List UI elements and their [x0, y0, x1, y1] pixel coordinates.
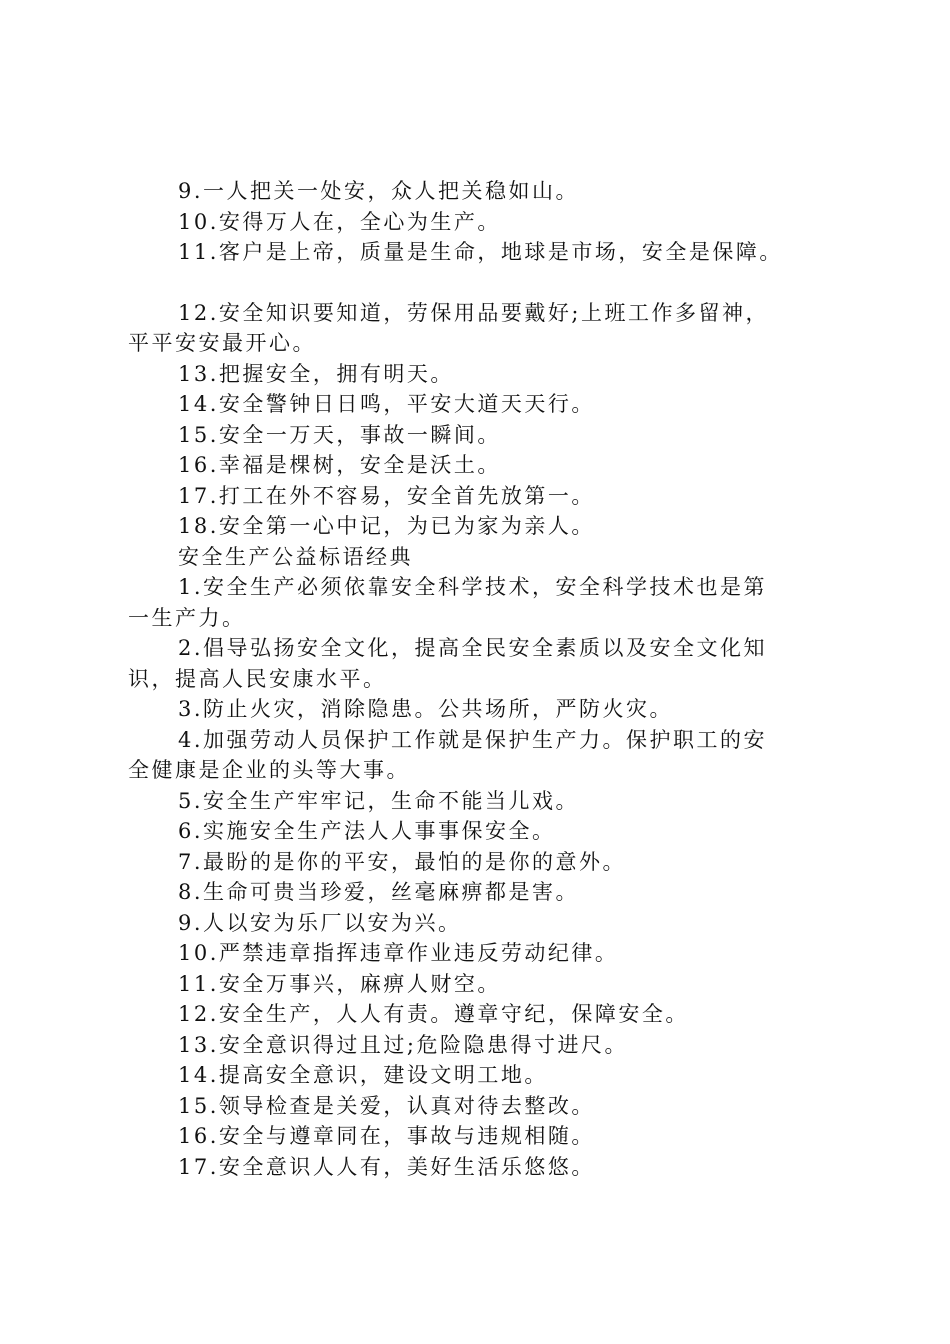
text-line: 8.生命可贵当珍爱，丝毫麻痹都是害。 [178, 880, 580, 904]
paragraph-gap [128, 268, 828, 298]
text-line: 4.加强劳动人员保护工作就是保护生产力。保护职工的安 [178, 727, 768, 752]
text-line: 5.安全生产牢牢记，生命不能当儿戏。 [178, 788, 580, 813]
text-line: 14.安全警钟日日鸣，平安大道天天行。 [178, 392, 595, 416]
text-line: 一生产力。 [128, 605, 246, 630]
text-line: 17.安全意识人人有，美好生活乐悠悠。 [178, 1154, 595, 1179]
text-line: 12.安全生产，人人有责。遵章守纪，保障安全。 [178, 1002, 689, 1026]
text-line: 16.安全与遵章同在，事故与违规相随。 [178, 1124, 595, 1148]
text-line: 2.倡导弘扬安全文化，提高全民安全素质以及安全文化知 [178, 636, 768, 660]
text-line: 11.客户是上帝，质量是生命，地球是市场，安全是保障。 [178, 240, 783, 264]
text-line: 全健康是企业的头等大事。 [128, 758, 410, 782]
text-line: 14.提高安全意识，建设文明工地。 [178, 1063, 548, 1087]
text-line: 9.人以安为乐厂以安为兴。 [178, 910, 462, 935]
text-line: 10.安得万人在，全心为生产。 [178, 209, 501, 234]
text-line: 7.最盼的是你的平安，最怕的是你的意外。 [178, 849, 627, 874]
text-line: 10.严禁违章指挥违章作业违反劳动纪律。 [178, 941, 619, 965]
text-line: 16.幸福是棵树，安全是沃土。 [178, 453, 501, 477]
text-line: 3.防止火灾，消除隐患。公共场所，严防火灾。 [178, 697, 674, 721]
text-line: 18.安全第一心中记，为已为家为亲人。 [178, 514, 595, 538]
document-body [128, 176, 828, 1182]
text-line: 1.安全生产必须依靠安全科学技术，安全科学技术也是第 [178, 575, 768, 599]
text-line: 识，提高人民安康水平。 [128, 666, 387, 691]
text-line: 13.把握安全，拥有明天。 [178, 361, 454, 386]
text-line: 12.安全知识要知道，劳保用品要戴好;上班工作多留神， [178, 300, 769, 325]
section-heading: 安全生产公益标语经典 [178, 544, 413, 569]
text-line: 11.安全万事兴，麻痹人财空。 [178, 971, 501, 996]
text-line: 平平安安最开心。 [128, 331, 316, 355]
text-line: 15.安全一万天，事故一瞬间。 [178, 422, 501, 447]
text-line: 6.实施安全生产法人人事事保安全。 [178, 819, 556, 843]
text-line: 15.领导检查是关爱，认真对待去整改。 [178, 1093, 595, 1118]
text-line: 17.打工在外不容易，安全首先放第一。 [178, 483, 595, 508]
text-line: 9.一人把关一处安，众人把关稳如山。 [178, 179, 580, 203]
text-line: 13.安全意识得过且过;危险隐患得寸进尺。 [178, 1032, 628, 1057]
